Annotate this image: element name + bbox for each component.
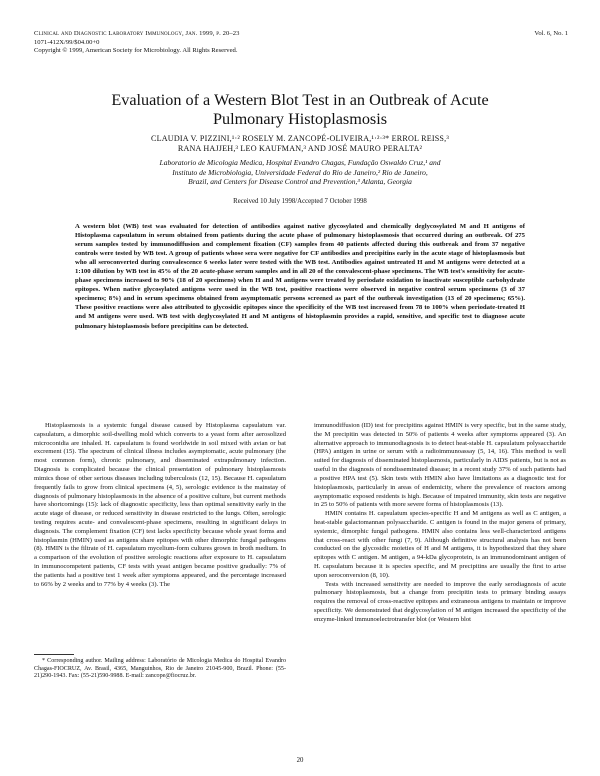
paragraph: immunodiffusion (ID) test for precipitins against HMIN is very specific, but in the same study, the M precipitin was detected in 50% of patients 4 weeks after symptoms appeared (3). An alternative approach to immunodiagnosis is to detect heat-stable H. capsulatum polysaccharide (HPA) antigen in urine or serum with a radioimmunoassay (5, 14, 16). This method is well suited for diagnosis of disseminated histoplasmosis, particularly in AIDS patients, but is not as useful in the diagnosis of nondisseminated disease; in a recent study 37% of such patients had a positive HPA test (5). Skin tests with HMIN also have limitations as a diagnostic test for histoplasmosis, particularly in areas of endemicity, where the prevalence of reactors among asymptomatic exposed residents is high. Because of impaired immunity, skin tests are negative in 25 to 50% of patients with more severe forms of histoplasmosis (13). (314, 422, 566, 509)
affiliation-line-3: Brazil, and Centers for Disease Control and Prevention,³ Atlanta, Georgia (188, 177, 412, 187)
page-number: 20 (296, 757, 304, 764)
authors-line-1: CLAUDIA V. PIZZINI,¹·² ROSELY M. ZANCOPÉ-OLIVEIRA,¹·²·³* ERROL REISS,³ (151, 134, 449, 143)
corresponding-author-footnote: * Corresponding author. Mailing address: Laboratório de Micologia Medica do Hospital Evandro Chagas-FIOCRUZ, Av. Brasil, 4365, Manguinhos, Rio de Janeiro 21045-900, Brazil. Phone: (55-21)290-1943. Fax: (55-21)590-9988. E-mail: zancope@fiocruz.br. (34, 658, 286, 680)
running-header (34, 30, 568, 56)
title-line-2: Pulmonary Histoplasmosis (212, 110, 388, 128)
author-list (40, 134, 560, 154)
paragraph: Tests with increased sensitivity are needed to improve the early serodiagnosis of acute pulmonary histoplasmosis, but a change from precipitin tests to primary binding assays requires the removal of cross-reactive epitopes and extraneous antigens to maintain or improve specificity. We demonstrated that deglycosylation of M antigen increased the specificity of the enzyme-linked immunoelectrotransfer blot (or Western blot (314, 580, 566, 623)
paragraph: Histoplasmosis is a systemic fungal disease caused by Histoplasma capsulatum var. capsulatum, a dimorphic soil-dwelling mold which converts to a yeast form after aerosolized microconidia are inhaled. H. capsulatum is found worldwide in soil mixed with avian or bat excrement (15). The spectrum of clinical illness includes asymptomatic, acute pulmonary (the most common form), chronic pulmonary, and disseminated extrapulmonary infection. Diagnosis is complicated because the clinical presentation of pulmonary histoplasmosis mimics those of other serious diseases including tuberculosis (12, 15). Because H. capsulatum frequently fails to grow from clinical specimens (4, 5), serologic evidence is the mainstay of diagnosis of pulmonary histoplasmosis in the absence of a positive culture, but current methods have shortcomings (15): lack of diagnostic specificity, less than optimal sensitivity early in the acute stage of disease, or reduced sensitivity in disease restricted to the lungs. Often, serologic testing requires acute- and convalescent-phase specimens, resulting in significant delays in diagnosis. The complement fixation (CF) test lacks specificity because whole yeast forms and histoplasmin (HMIN) used as antigens share epitopes with other dimorphic fungal pathogens (8). HMIN is the filtrate of H. capsulatum mycelium-form cultures grown in broth medium. In a comparison of the evolution of positive serologic reactions after exposure to H. capsulatum in immunocompetent patients, CF tests with yeast antigen became positive gradually: 7% of the patients had a positive test 1 week after symptoms appeared, and the percentage increased to 66% by 2 weeks and to 77% by 4 weeks (3). The (34, 422, 286, 588)
title-line-1: Evaluation of a Western Blot Test in an Outbreak of Acute (111, 91, 489, 109)
body-column-left (34, 422, 286, 622)
footnote-rule (34, 654, 74, 655)
abstract: A western blot (WB) test was evaluated for detection of antibodies against native glycosylated and chemically deglycosylated M and H antigens of Histoplasma capsulatum in serum obtained from patients during the acute phase of pulmonary histoplasmosis that occurred during an outbreak. Of 275 serum samples tested by immunodiffusion and complement fixation (CF) samples from 40 patients affected during this outbreak and from 37 negative controls were tested by WB test. A group of patients whose sera were negative for CF antibodies and precipitins early in the acute stage of histoplasmosis but who all seroconverted during convalescence 6 weeks later were tested with the WB test. Antibodies against untreated H and M antigens were detected at a 1:100 dilution by WB test in 45% of the 20 acute-phase serum samples and in all 20 of the convalescent-phase specimens. The WB test's sensitivity for acute-phase specimens increased to 90% (18 of 20 specimens) when H and M antigens were treated by periodate oxidation to inactivate susceptible carbohydrate epitopes. When native glycosylated antigens were used in the WB test, positive reactions were observed in negative control serum specimens (3 of 37 specimens; 8%) and in serum specimens obtained from asymptomatic persons screened as part of the outbreak investigation (13 of 20 specimens; 65%). These positive reactions were also attributed to glycosidic epitopes since the specificity of the WB test increased from 78 to 100% when periodate-treated H and M antigens were used. WB test with deglycosylated H and M antigens of histoplasmin provides a rapid, sensitive, and specific test to diagnose acute pulmonary histoplasmosis before precipitins can be detected. (75, 223, 525, 330)
affiliations (40, 158, 560, 187)
body-column-right (314, 422, 566, 744)
affiliation-line-2: Instituto de Microbiologia, Universidade Federal do Rio de Janeiro,² Rio de Janeiro, (172, 167, 428, 177)
received-accepted-dates: Received 10 July 1998/Accepted 7 October 1998 (233, 198, 367, 205)
authors-line-2: RANA HAJJEH,³ LEO KAUFMAN,³ AND JOSÉ MAURO PERALTA² (177, 144, 423, 154)
article-title (40, 91, 560, 129)
affiliation-line-1: Laboratorio de Micologia Medica, Hospital Evandro Chagas, Fundação Oswaldo Cruz,¹ and (159, 158, 441, 167)
journal-citation: Clinical and Diagnostic Laboratory Immunology, Jan. 1999, p. 20–23 (34, 30, 240, 37)
issn-line: 1071-412X/99/$04.00+0 (34, 38, 100, 46)
volume-issue: Vol. 6, No. 1 (534, 30, 568, 37)
paragraph: HMIN contains H. capsulatum species-specific H and M antigens as well as C antigen, a heat-stable galactomannan polysaccharide. C antigen is found in the major genera of primary, systemic, dimorphic fungal pathogens. HMIN also contains less well-characterized antigens that cross-react with other fungi (7, 9). Although definitive structural analysis has not been conducted on the glycosidic moieties of H and M antigens, it is hypothesized that they share epitopes with C antigen. M antigen, a 94-kDa glycoprotein, is an immunodominant antigen of H. capsulatum because it is species specific, and M precipitins are usually the first to arise upon seroconversion (8, 10). (314, 510, 566, 579)
copyright-line: Copyright © 1999, American Society for Microbiology. All Rights Reserved. (34, 47, 238, 55)
